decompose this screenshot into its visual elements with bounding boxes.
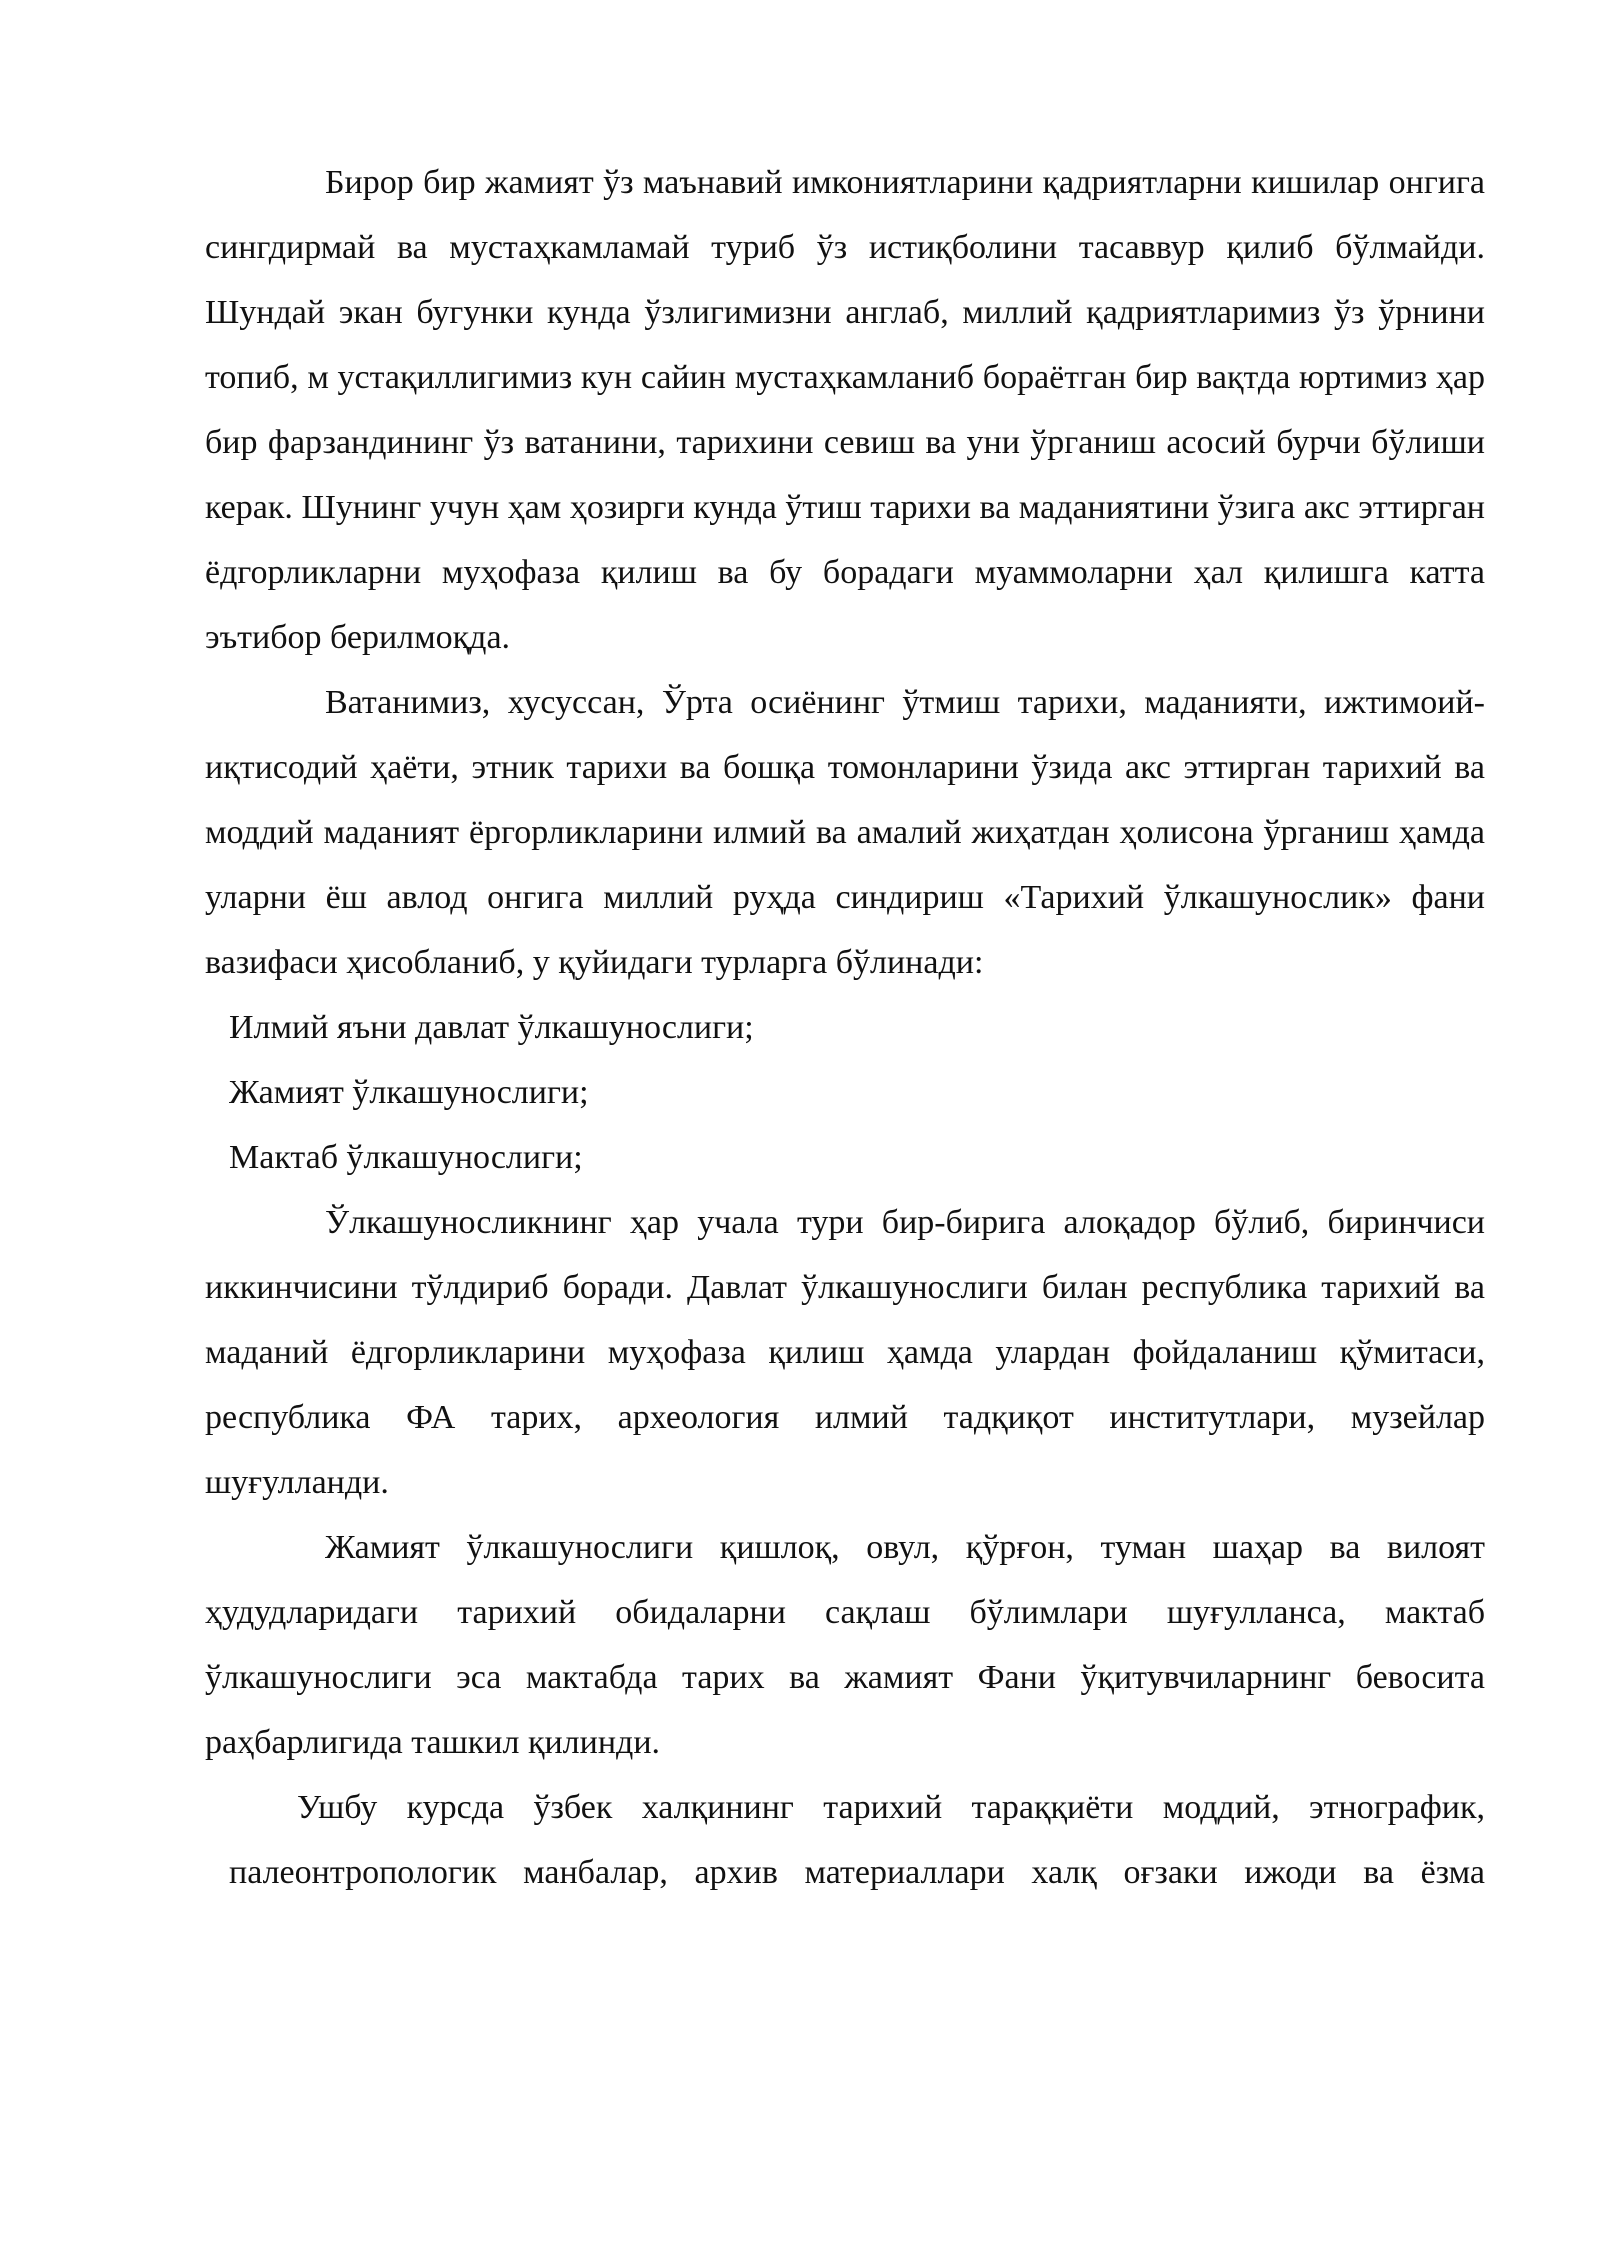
list-item-school: Мактаб ўлкашунослиги; [229, 1139, 583, 1176]
paragraph-course-line-1: Ушбу курсда ўзбек халқининг тарихий тараққиёти моддий, этнографик, [297, 1789, 1485, 1826]
paragraph-society-studies: Жамият ўлкашунослиги қишлоқ, овул, қўрғон, туман шаҳар ва вилоят ҳудудларидаги тарихий обидаларни сақлаш бўлимлари шуғулланса, мактаб ўлкашунослиги эса мактабда тарих ва жамият Фани ўқитувчиларнинг бевосита раҳбарлигида ташкил қилинди. [205, 1529, 1485, 1761]
list-item-society: Жамият ўлкашунослиги; [229, 1074, 589, 1111]
list-item-scientific: Илмий яъни давлат ўлкашунослиги; [229, 1009, 754, 1046]
paragraph-homeland-history: Ватанимиз, хусуссан, Ўрта осиёнинг ўтмиш тарихи, маданияти, ижтимоий-иқтисодий ҳаёти, этник тарихи ва бошқа томонларини ўзида акс эттирган тарихий ва моддий маданият ёргорликларини илмий ва амалий жиҳатдан ҳолисона ўрганиш ҳамда уларни ёш авлод онгига миллий руҳда синдириш «Тарихий ўлкашунослик» фани вазифаси ҳисобланиб, у қуйидаги турларга бўлинади: [205, 684, 1485, 981]
paragraph-types-relation: Ўлкашуносликнинг ҳар учала тури бир-бирига алоқадор бўлиб, биринчиси иккинчисини тўлдириб боради. Давлат ўлкашунослиги билан республика тарихий ва маданий ёдгорликларини муҳофаза қилиш ҳамда улардан фойдаланиш қўмитаси, республика ФА тарих, археология илмий тадқиқот институтлари, музейлар шуғулланди. [205, 1204, 1485, 1501]
paragraph-intro: Бирор бир жамият ўз маънавий имкониятларини қадриятларни кишилар онгига сингдирмай ва мустаҳкамламай туриб ўз истиқболини тасаввур қилиб бўлмайди. Шундай экан бугунки кунда ўзлигимизни англаб, миллий қадриятларимиз ўз ўрнини топиб, м устақиллигимиз кун сайин мустаҳкамланиб бораётган бир вақтда юртимиз ҳар бир фарзандининг ўз ватанини, тарихини севиш ва уни ўрганиш асосий бурчи бўлиши керак. Шунинг учун ҳам ҳозирги кунда ўтиш тарихи ва маданиятини ўзига акс эттирган ёдгорликларни муҳофаза қилиш ва бу борадаги муаммоларни ҳал қилишга катта эътибор берилмоқда. [205, 164, 1485, 656]
document-body [205, 150, 1485, 1905]
paragraph-course-line-2: палеонтропологик манбалар, архив материаллари халқ оғзаки ижоди ва ёзма [229, 1854, 1485, 1891]
